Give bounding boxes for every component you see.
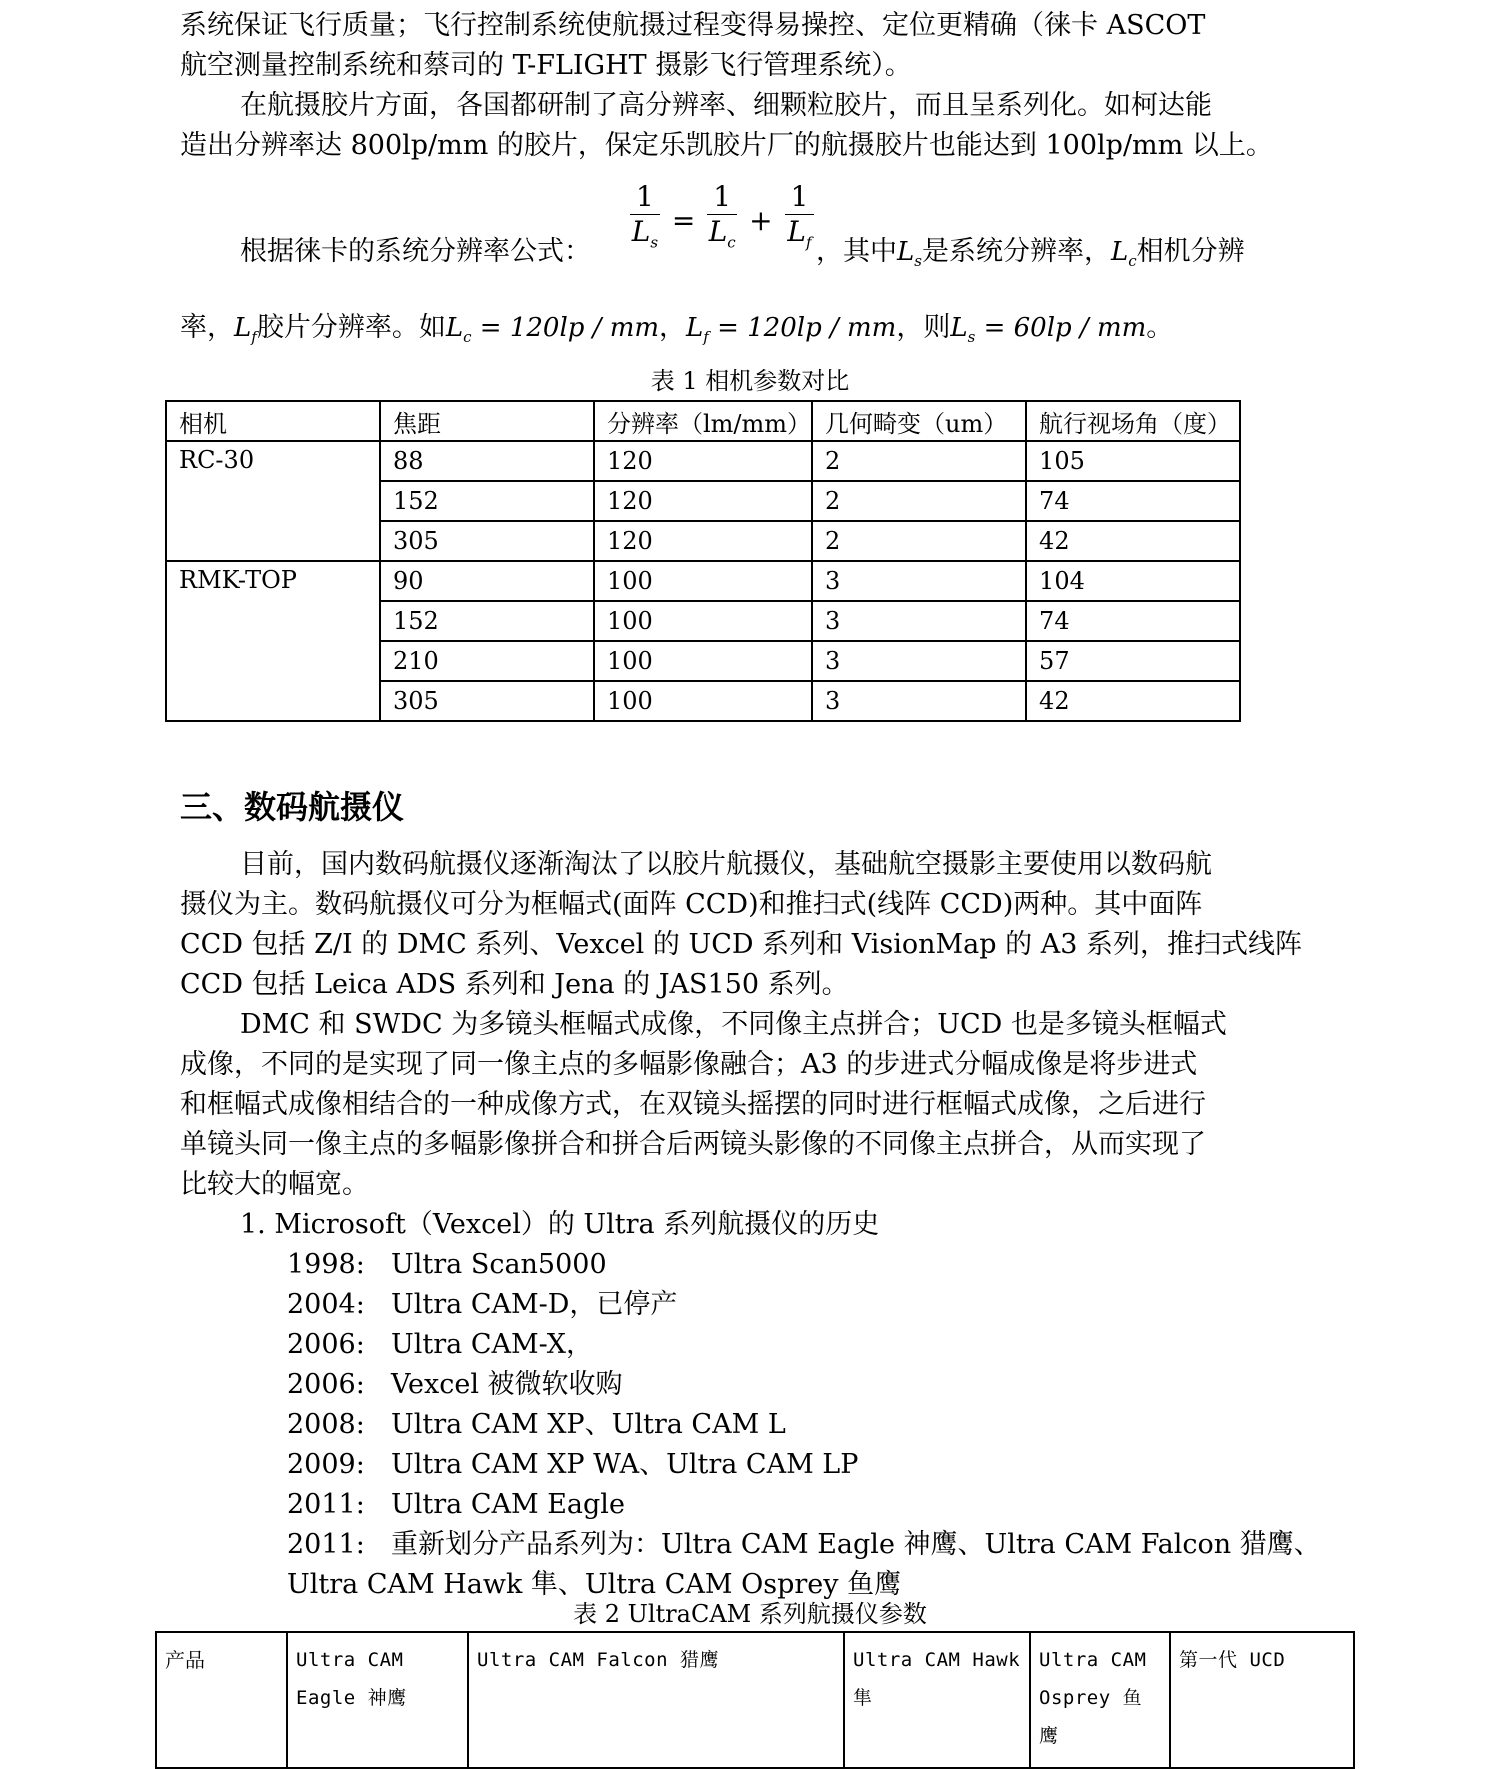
table-cell: 120 <box>594 481 812 521</box>
table-cell: 74 <box>1026 481 1240 521</box>
table-cell: 57 <box>1026 641 1240 681</box>
history-item: 2009: Ultra CAM XP WA、Ultra CAM LP <box>287 1449 859 1480</box>
symbol-lc: $L_c$ <box>1110 237 1137 271</box>
table-cell: 2 <box>812 441 1026 481</box>
table-cell: 152 <box>380 481 594 521</box>
paragraph-line: 成像，不同的是实现了同一像主点的多幅影像融合；A3 的步进式分幅成像是将步进式 <box>180 1049 1198 1080</box>
table-cell: 104 <box>1026 561 1240 601</box>
paragraph-line: 系统保证飞行质量；飞行控制系统使航摄过程变得易操控、定位更精确（徕卡 ASCOT <box>180 10 1206 41</box>
header-cell: 分辨率（lm/mm） <box>594 401 812 441</box>
header-cell: 相机 <box>166 401 380 441</box>
paragraph-line: CCD 包括 Z/I 的 DMC 系列、Vexcel 的 UCD 系列和 VisionMap 的 A3 系列，推扫式线阵 <box>180 929 1302 960</box>
formula-line-2: 率，$L_f$胶片分辨率。如$L_c = 120lp$ / mm，$L_f = 120lp$ / mm，则$L_s = 60lp$ / mm。 <box>180 312 1174 347</box>
paragraph-line: 目前，国内数码航摄仪逐渐淘汰了以胶片航摄仪，基础航空摄影主要使用以数码航 <box>240 849 1212 880</box>
table-row <box>166 441 1240 481</box>
table-row <box>166 561 1240 601</box>
history-item: 2011: Ultra CAM Eagle <box>287 1489 625 1520</box>
table-cell: 2 <box>812 521 1026 561</box>
lc-value: $L_c = 120lp$ / mm <box>445 313 659 347</box>
paragraph-line: 比较大的幅宽。 <box>180 1169 369 1200</box>
paragraph-line: CCD 包括 Leica ADS 系列和 Jena 的 JAS150 系列。 <box>180 969 849 1000</box>
table-cell: 100 <box>594 681 812 721</box>
table-header-row <box>166 401 1240 441</box>
table1-caption: 表 1 相机参数对比 <box>650 367 850 395</box>
table-cell: 88 <box>380 441 594 481</box>
formula-line: 根据徕卡的系统分辨率公式： ，其中$L_s$是系统分辨率，$L_c$相机分辨 <box>240 236 1245 271</box>
table-cell: 152 <box>380 601 594 641</box>
ls-value: $L_s = 60lp$ / mm <box>950 313 1147 347</box>
numerator: 1 <box>785 182 815 215</box>
header-cell: 第一代 UCD <box>1170 1632 1354 1768</box>
history-item: 2008: Ultra CAM XP、Ultra CAM L <box>287 1409 786 1440</box>
history-item: 2006: Vexcel 被微软收购 <box>287 1369 623 1400</box>
table-cell: 90 <box>380 561 594 601</box>
table-cell: 42 <box>1026 681 1240 721</box>
paragraph-line: 单镜头同一像主点的多幅影像拼合和拼合后两镜头影像的不同像主点拼合，从而实现了 <box>180 1129 1206 1160</box>
table-cell: 305 <box>380 681 594 721</box>
section-heading: 三、数码航摄仪 <box>180 788 405 826</box>
list-item: 1. Microsoft（Vexcel）的 Ultra 系列航摄仪的历史 <box>240 1209 880 1240</box>
history-item: 2011: 重新划分产品系列为：Ultra CAM Eagle 神鹰、Ultra CAM Falcon 猎鹰、 <box>287 1529 1321 1560</box>
history-item: 2006: Ultra CAM-X， <box>287 1329 594 1360</box>
denominator: $L_f$ <box>787 215 812 252</box>
paragraph-line: 在航摄胶片方面，各国都研制了高分辨率、细颗粒胶片，而且呈系列化。如柯达能 <box>240 90 1212 121</box>
header-cell: Ultra CAM Falcon 猎鹰 <box>468 1632 844 1768</box>
table-header-row <box>156 1632 1354 1768</box>
header-cell: 焦距 <box>380 401 594 441</box>
numerator: 1 <box>630 182 660 215</box>
header-cell: Ultra CAM Eagle 神鹰 <box>287 1632 468 1768</box>
table-cell: 74 <box>1026 601 1240 641</box>
ultracam-params-table <box>155 1631 1355 1769</box>
history-item: 1998: Ultra Scan5000 <box>287 1249 607 1280</box>
table-cell: 3 <box>812 561 1026 601</box>
paragraph-line: DMC 和 SWDC 为多镜头框幅式成像，不同像主点拼合；UCD 也是多镜头框幅式 <box>240 1009 1227 1040</box>
symbol-lf: $L_f$ <box>234 313 257 347</box>
table-cell: 2 <box>812 481 1026 521</box>
paragraph-line: 摄仪为主。数码航摄仪可分为框幅式(面阵 CCD)和推扫式(线阵 CCD)两种。其中面阵 <box>180 889 1203 920</box>
table-cell: 42 <box>1026 521 1240 561</box>
symbol-ls: $L_s$ <box>897 237 922 271</box>
history-item: 2004: Ultra CAM-D，已停产 <box>287 1289 678 1320</box>
table-cell: 100 <box>594 601 812 641</box>
lf-value: $L_f = 120lp$ / mm <box>686 313 897 347</box>
table-cell: 305 <box>380 521 594 561</box>
equals-sign: = <box>671 204 696 238</box>
camera-cell: RMK-TOP <box>166 561 380 721</box>
table-cell: 100 <box>594 561 812 601</box>
camera-cell: RC-30 <box>166 441 380 561</box>
header-cell: 产品 <box>156 1632 287 1768</box>
table-cell: 105 <box>1026 441 1240 481</box>
paragraph-line: 航空测量控制系统和蔡司的 T-FLIGHT 摄影飞行管理系统）。 <box>180 50 912 81</box>
history-item-continued: Ultra CAM Hawk 隼、Ultra CAM Osprey 鱼鹰 <box>287 1569 902 1600</box>
denominator: $L_c$ <box>708 215 736 252</box>
paragraph-line: 和框幅式成像相结合的一种成像方式，在双镜头摇摆的同时进行框幅式成像，之后进行 <box>180 1089 1206 1120</box>
table-cell: 210 <box>380 641 594 681</box>
table-cell: 100 <box>594 641 812 681</box>
paragraph-line: 造出分辨率达 800lp/mm 的胶片，保定乐凯胶片厂的航摄胶片也能达到 100lp/mm 以上。 <box>180 130 1273 161</box>
header-cell: 几何畸变（um） <box>812 401 1026 441</box>
numerator: 1 <box>707 182 737 215</box>
table-cell: 3 <box>812 641 1026 681</box>
plus-sign: + <box>749 204 773 238</box>
table-cell: 120 <box>594 521 812 561</box>
header-cell: 航行视场角（度） <box>1026 401 1240 441</box>
table2-caption: 表 2 UltraCAM 系列航摄仪参数 <box>573 1600 927 1628</box>
header-cell: Ultra CAM Osprey 鱼鹰 <box>1030 1632 1170 1768</box>
denominator: $L_s$ <box>631 215 659 252</box>
camera-comparison-table <box>165 400 1241 722</box>
table-cell: 120 <box>594 441 812 481</box>
table-cell: 3 <box>812 681 1026 721</box>
header-cell: Ultra CAM Hawk 隼 <box>844 1632 1030 1768</box>
table-cell: 3 <box>812 601 1026 641</box>
